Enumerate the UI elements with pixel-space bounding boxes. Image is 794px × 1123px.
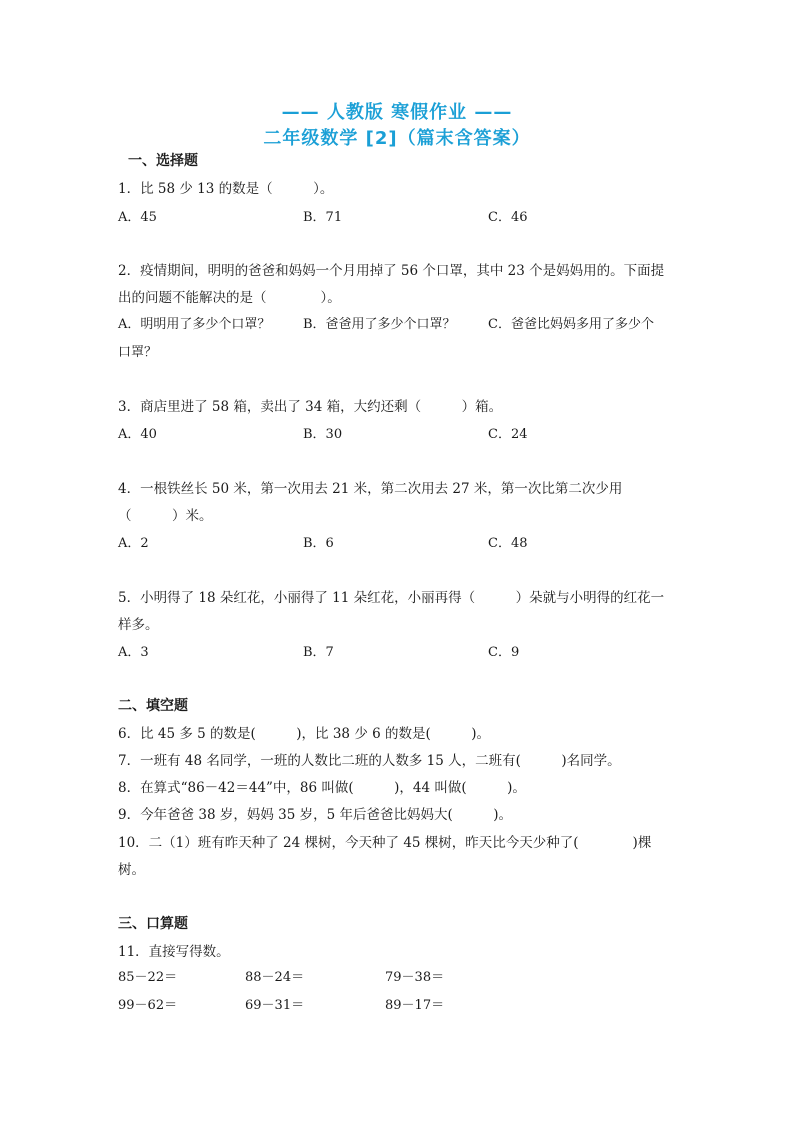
question-5-option-c: C．9 xyxy=(488,645,520,660)
question-7-text: 7．一班有 48 名同学，一班的人数比二班的人数多 15 人，二班有( )名同学。 xyxy=(118,753,621,769)
question-5-text-line-1: 5．小明得了 18 朵红花，小丽得了 11 朵红花，小丽再得（ ）朵就与小明得的红花一 xyxy=(118,590,665,606)
title-line-1: —— 人教版 寒假作业 —— xyxy=(281,102,513,123)
calc-item: 69－31＝ xyxy=(245,998,305,1013)
section-fill-heading: 二、填空题 xyxy=(118,698,188,714)
question-1-text: 1．比 58 少 13 的数是（ ）。 xyxy=(118,181,334,197)
question-4-option-c: C．48 xyxy=(488,536,528,551)
calc-item: 79－38＝ xyxy=(385,970,445,985)
calc-item: 88－24＝ xyxy=(245,970,305,985)
section-oral-heading: 三、口算题 xyxy=(118,916,188,932)
question-4-option-a: A．2 xyxy=(118,536,149,551)
question-4-text-line-2: （ ）米。 xyxy=(118,508,213,524)
question-2-option-c-continued: 口罩？ xyxy=(118,345,158,360)
title-line-2: 二年级数学 [2]（篇末含答案） xyxy=(263,128,531,149)
question-2-text-line-1: 2．疫情期间，明明的爸爸和妈妈一个月用掉了 56 个口罩，其中 23 个是妈妈用的。下面提 xyxy=(118,263,665,279)
question-1-option-a: A．45 xyxy=(118,210,157,225)
question-3-option-a: A．40 xyxy=(118,427,157,442)
question-10-text-line-2: 树。 xyxy=(118,862,145,878)
question-5-text-line-2: 样多。 xyxy=(118,617,159,633)
calc-item: 99－62＝ xyxy=(118,998,178,1013)
question-2-option-a: A．明明用了多少个口罩？ xyxy=(118,317,271,332)
question-8-text: 8．在算式“86－42＝44”中，86 叫做( )，44 叫做( )。 xyxy=(118,780,526,796)
question-5-option-a: A．3 xyxy=(118,645,149,660)
calc-item: 89－17＝ xyxy=(385,998,445,1013)
question-3-text: 3．商店里进了 58 箱，卖出了 34 箱，大约还剩（ ）箱。 xyxy=(118,399,503,415)
question-3-option-c: C．24 xyxy=(488,427,528,442)
calc-item: 85－22＝ xyxy=(118,970,178,985)
question-2-option-b: B．爸爸用了多少个口罩？ xyxy=(303,317,456,332)
question-1-option-c: C．46 xyxy=(488,210,528,225)
question-4-text-line-1: 4．一根铁丝长 50 米，第一次用去 21 米，第二次用去 27 米，第一次比第二次少用 xyxy=(118,481,623,497)
question-6-text: 6．比 45 多 5 的数是( )，比 38 少 6 的数是( )。 xyxy=(118,726,491,742)
question-4-option-b: B．6 xyxy=(303,536,334,551)
question-5-option-b: B．7 xyxy=(303,645,334,660)
question-11-text: 11．直接写得数。 xyxy=(118,944,230,960)
question-10-text-line-1: 10．二（1）班有昨天种了 24 棵树，今天种了 45 棵树，昨天比今天少种了( )棵 xyxy=(118,835,652,851)
question-1-option-b: B．71 xyxy=(303,210,343,225)
question-2-option-c: C．爸爸比妈妈多用了多少个 xyxy=(488,317,654,332)
question-2-text-line-2: 出的问题不能解决的是（ ）。 xyxy=(118,290,341,306)
question-9-text: 9．今年爸爸 38 岁，妈妈 35 岁，5 年后爸爸比妈妈大( )。 xyxy=(118,807,513,823)
section-choice-heading: 一、选择题 xyxy=(128,153,198,169)
question-3-option-b: B．30 xyxy=(303,427,343,442)
